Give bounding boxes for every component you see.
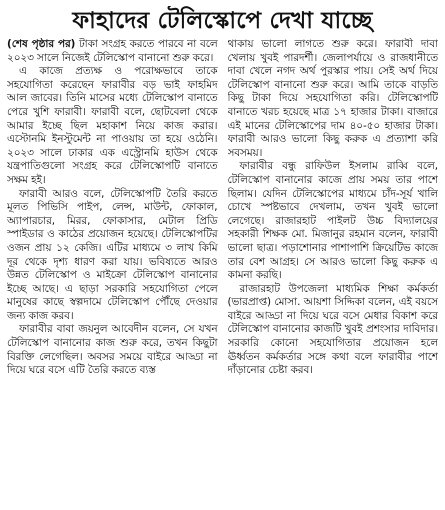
paragraph: এ কাজে প্রত্যক্ষ ও পরোক্ষভাবে তাকে সহযোগিতা করেছেন ফারাবীর বড় ভাই ফাহমিদ আল জাবের। তিনি মাসের মধ্যে টেলিস্কোপ বানাতে পেরে খুশি ফারাবী। ফারাবী বলে, ছোটবেলা থেকে আমার ইচ্ছে ছিল মহাকাশ নিয়ে কাজ করার। এস্টোনমি ইনস্টুমেন্ট না পাওয়ায় তা হয়ে ওঠেনি। ২০২৩ সালে ঢাকার এক এস্ট্রোনমি হাউস থেকে যন্ত্রপাতিগুলো সংগ্রহ করে টেলিস্কোপটি বানাতে সক্ষম হই। — [7, 65, 218, 186]
paragraph: ফারাবীর বাবা জয়নুল আবেদীন বলেন, সে যখন টেলিস্কোপ বানানোর কাজ শুরু করে, তখন কিছুটা বিরক্তি লেগেছিল। অবসর সময়ে বাইরে আড্ডা না দিয়ে ঘরে বসে এটি তৈরি করতে ব্যস্ত — [7, 323, 218, 377]
paragraph: রাজারহাট উপজেলা মাধ্যমিক শিক্ষা কর্মকর্তা (ভারপ্রাপ্ত) মোসা. আয়শা সিদ্দিকা বলেন, এই বয়সে বাইরে আড্ডা না দিয়ে ঘরে বসে মেধার বিকাশ করে টেলিস্কোপ বানানোর কাজটি খুবই প্রশংসার দাবিদার। সরকারি কোনো সহযোগিতার প্রয়োজন হলে ঊর্ধ্বতন কর্মকর্তার সঙ্গে কথা বলে ফারাবীর পাশে দাঁড়ানোর চেষ্টা করব। — [227, 282, 438, 377]
continuation-kicker: (শেষ পৃষ্ঠার পর) — [7, 38, 76, 50]
paragraph-text: টাকা সংগ্রহ করতে পারবে না বলে ২০২৩ সালে নিজেই টেলিস্কোপ বানানো শুরু করে। — [7, 38, 218, 64]
paragraph — [7, 38, 218, 65]
headline: ফাহাদের টেলিস্কোপে দেখা যাচ্ছে — [72, 8, 373, 34]
paragraph: ফারাবী আরও বলে, টেলিস্কোপটি তৈরি করতে মূলত পিভিসি পাইপ, লেন্স, মাউন্ট, ফোকাল, অ্যাপারচার, মিরর, ফোকাসার, মেটাল প্রিডি স্পাইডার ও কাঠের প্রয়োজন হয়েছে। টেলিস্কোপটির ওজন প্রায় ১২ কেজি। এটির মাধ্যমে ৩ লাখ কিমি দূর থেকে দৃশ্য ধারণ করা যায়। ভবিষ্যতে আরও উন্নত টেলিস্কোপ ও মাইক্রো টেলিস্কোপ বানানোর ইচ্ছে আছে। এ ছাড়া সরকারি সহযোগিতা পেলে মানুষের কাছে স্বল্পদামে টেলিস্কোপ পৌঁছে দেওয়ার জন্য কাজ করব। — [7, 187, 218, 322]
column-left — [7, 38, 218, 508]
article-body — [7, 38, 438, 508]
column-right — [228, 38, 439, 508]
paragraph: ফারাবীর বন্ধু রাফিউল ইসলাম রাব্বি বলে, টেলিস্কোপ বানানোর কাজে প্রায় সময় তার পাশে ছিলাম। যেদিন টেলিস্কোপের মাধ্যমে চাঁদ-সূর্য খালি চোখে স্পষ্টভাবে দেখলাম, তখন খুবই ভালো লেগেছে। রাজারহাট পাইলট উচ্চ বিদ্যালয়ের সহকারী শিক্ষক মো. মিজানুর রহমান বলেন, ফারাবী ভালো ছাত্র। পড়াশোনার পাশাপাশি ক্রিয়েটিভ কাজে তার বেশ আগ্রহ। সে আরও ভালো কিছু করুক এ কামনা করছি। — [227, 160, 438, 282]
paragraph: থাকায় ভালো লাগতে শুরু করে। ফারাবী দাবা খেলায় খুবই পারদর্শী। জেলাপর্যায়ে ও রাজধানীতে দাবা খেলে নগদ অর্থ পুরস্কার পায়। সেই অর্থ দিয়ে টেলিস্কোপ বানানো শুরু করে। আমি তাকে বাড়তি কিছু টাকা দিয়ে সহযোগিতা করি। টেলিস্কোপটি বানাতে খরচ হয়েছে মাত্র ১৭ হাজার টাকা। বাজারে এই মানের টেলিস্কোপের দাম ৪০-৫০ হাজার টাকা। ফারাবী আরও ভালো কিছু করুক এ প্রত্যাশা করি সবসময়। — [227, 38, 438, 159]
